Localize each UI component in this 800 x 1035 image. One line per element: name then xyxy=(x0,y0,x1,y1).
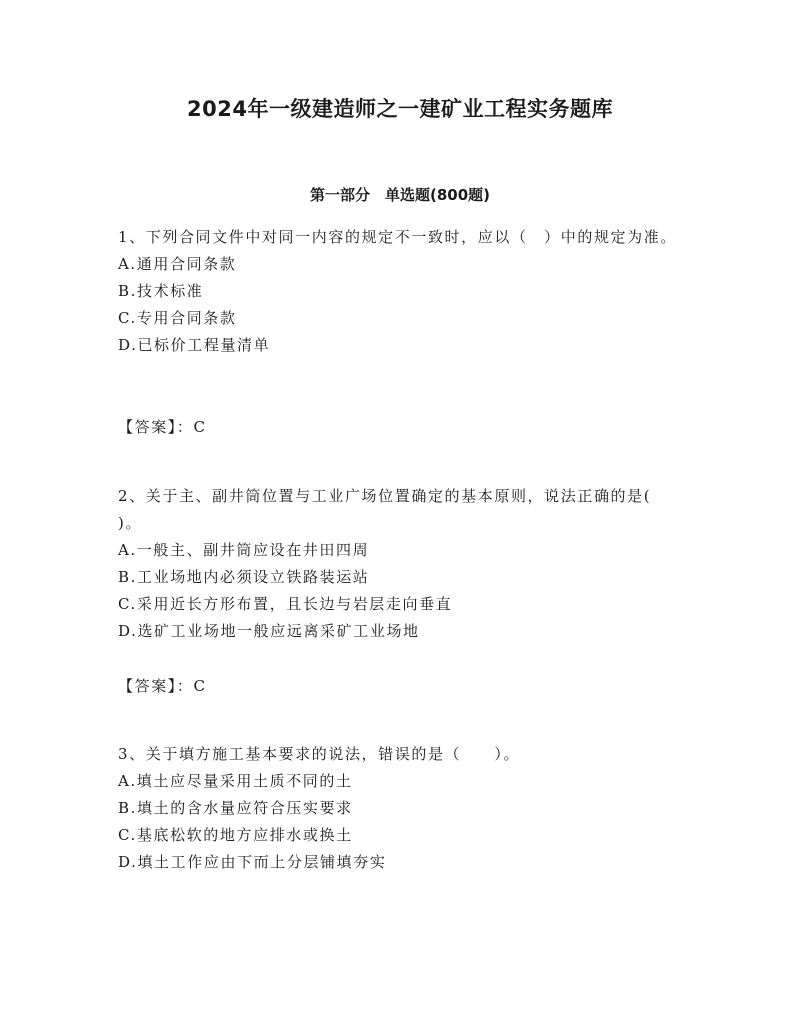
option-c: C.基底松软的地方应排水或换土 xyxy=(118,826,353,844)
answer-label: 【答案】： xyxy=(118,677,194,695)
question-stem: 1、下列合同文件中对同一内容的规定不一致时，应以（ ）中的规定为准。 xyxy=(118,228,677,246)
option-a: A.通用合同条款 xyxy=(118,255,237,273)
answer-value: C xyxy=(193,677,207,695)
option-d: D.填土工作应由下而上分层铺填夯实 xyxy=(118,853,387,871)
question-3 xyxy=(118,741,684,876)
answer-2 xyxy=(118,673,207,700)
option-b: B.技术标准 xyxy=(118,282,204,300)
option-d: D.选矿工业场地一般应远离采矿工业场地 xyxy=(118,622,420,640)
document-title: 2024年一级建造师之一建矿业工程实务题库 xyxy=(187,97,613,121)
option-a: A.一般主、副井筒应设在井田四周 xyxy=(118,541,370,559)
answer-label: 【答案】： xyxy=(118,418,194,436)
option-a: A.填土应尽量采用土质不同的土 xyxy=(118,772,353,790)
answer-value: C xyxy=(193,418,207,436)
option-b: B.工业场地内必须设立铁路装运站 xyxy=(118,568,370,586)
question-stem: 2、关于主、副井筒位置与工业广场位置确定的基本原则，说法正确的是( )。 xyxy=(118,487,685,532)
question-stem: 3、关于填方施工基本要求的说法，错误的是（ ）。 xyxy=(118,745,521,763)
answer-1 xyxy=(118,414,207,441)
option-c: C.采用近长方形布置，且长边与岩层走向垂直 xyxy=(118,595,453,613)
section-title: 第一部分 单选题(800题) xyxy=(309,186,491,204)
option-b: B.填土的含水量应符合压实要求 xyxy=(118,799,353,817)
question-2 xyxy=(118,483,684,645)
question-1 xyxy=(118,224,684,359)
option-c: C.专用合同条款 xyxy=(118,309,237,327)
option-d: D.已标价工程量清单 xyxy=(118,336,271,354)
